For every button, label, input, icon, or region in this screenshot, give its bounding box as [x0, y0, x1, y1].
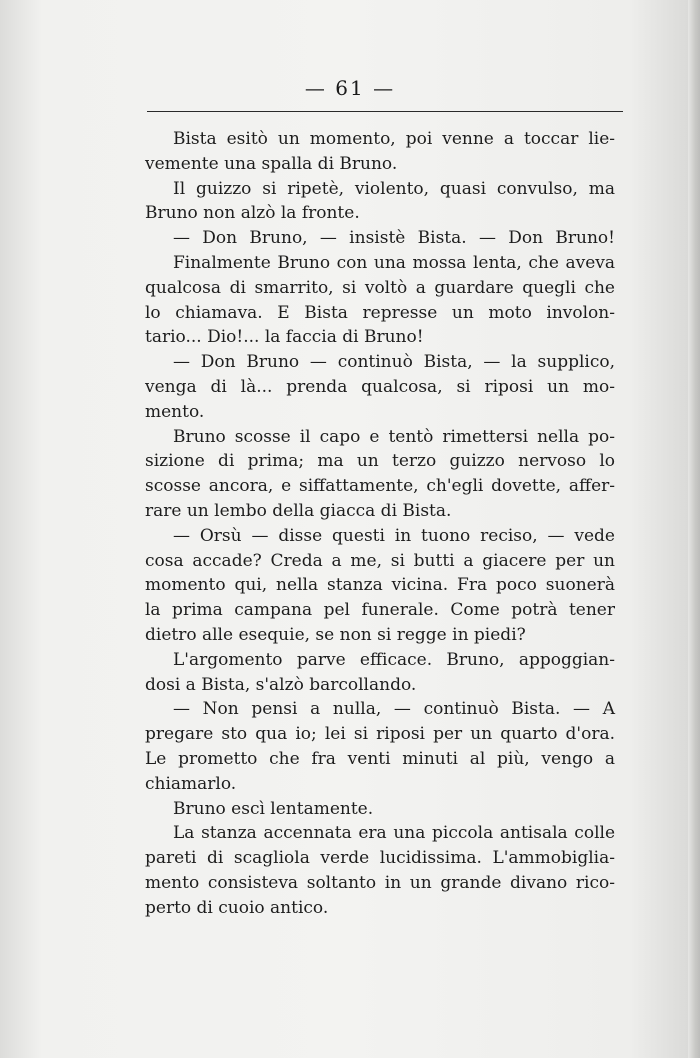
- paragraph: [145, 425, 615, 524]
- text-line: — Non pensi a nulla, — continuò Bista. — A: [173, 699, 615, 720]
- text-line: tario... Dio!... la faccia di Bruno!: [145, 327, 424, 348]
- text-line: chiamarlo.: [145, 773, 237, 794]
- text-line: momento qui, nella stanza vicina. Fra poco suonerà: [145, 575, 615, 596]
- paragraph: [145, 697, 615, 796]
- paragraph: [145, 251, 615, 350]
- paragraph: [145, 127, 615, 177]
- paragraph: [145, 797, 615, 822]
- text-line: Bruno escì lentamente.: [173, 798, 374, 819]
- text-line: sizione di prima; ma un terzo guizzo nervoso lo: [145, 451, 615, 472]
- text-line: Il guizzo si ripetè, violento, quasi convulso, ma: [173, 178, 615, 199]
- text-line: mento.: [145, 401, 205, 422]
- page-number: — 61 —: [304, 76, 396, 100]
- text-line: La stanza accennata era una piccola antisala colle: [173, 823, 615, 844]
- text-line: perto di cuoio antico.: [145, 897, 329, 918]
- text-line: venga di là... prenda qualcosa, si riposi un mo-: [145, 376, 615, 397]
- page-edge: [688, 0, 700, 1058]
- paragraph: [145, 226, 615, 251]
- paragraph: [145, 350, 615, 424]
- text-line: cosa accade? Creda a me, si butti a giacere per un: [145, 550, 615, 571]
- header-rule: [147, 111, 623, 112]
- text-line: L'argomento parve efficace. Bruno, appoggian-: [173, 649, 615, 670]
- text-line: la prima campana pel funerale. Come potrà tener: [145, 600, 615, 621]
- body-text: [145, 127, 615, 921]
- text-line: qualcosa di smarrito, si voltò a guardare quegli che: [145, 277, 615, 298]
- text-line: — Don Bruno — continuò Bista, — la supplico,: [173, 352, 615, 373]
- text-line: — Orsù — disse questi in tuono reciso, — vede: [173, 525, 615, 546]
- text-line: dosi a Bista, s'alzò barcollando.: [145, 674, 417, 695]
- text-line: rare un lembo della giacca di Bista.: [145, 500, 452, 521]
- text-line: Bruno scosse il capo e tentò rimettersi nella po-: [173, 426, 615, 447]
- paragraph: [145, 524, 615, 648]
- text-line: Finalmente Bruno con una mossa lenta, che aveva: [173, 252, 615, 273]
- text-line: lo chiamava. E Bista represse un moto involon-: [145, 302, 615, 323]
- text-line: Bruno non alzò la fronte.: [145, 203, 360, 224]
- text-line: pregare sto qua io; lei si riposi per un quarto d'ora.: [145, 724, 615, 745]
- text-line: scosse ancora, e siffattamente, ch'egli dovette, affer-: [145, 476, 615, 497]
- text-line: mento consisteva soltanto in un grande divano rico-: [145, 872, 615, 893]
- text-line: pareti di scagliola verde lucidissima. L'ammobiglia-: [145, 848, 615, 869]
- text-line: — Don Bruno, — insistè Bista. — Don Bruno!: [173, 228, 615, 249]
- text-line: dietro alle esequie, se non si regge in piedi?: [145, 624, 526, 645]
- text-line: Le prometto che fra venti minuti al più, vengo a: [145, 748, 615, 769]
- paragraph: [145, 177, 615, 227]
- text-line: Bista esitò un momento, poi venne a toccar lie-: [173, 129, 615, 149]
- text-line: vemente una spalla di Bruno.: [145, 153, 398, 174]
- paragraph: [145, 821, 615, 920]
- paragraph: [145, 648, 615, 698]
